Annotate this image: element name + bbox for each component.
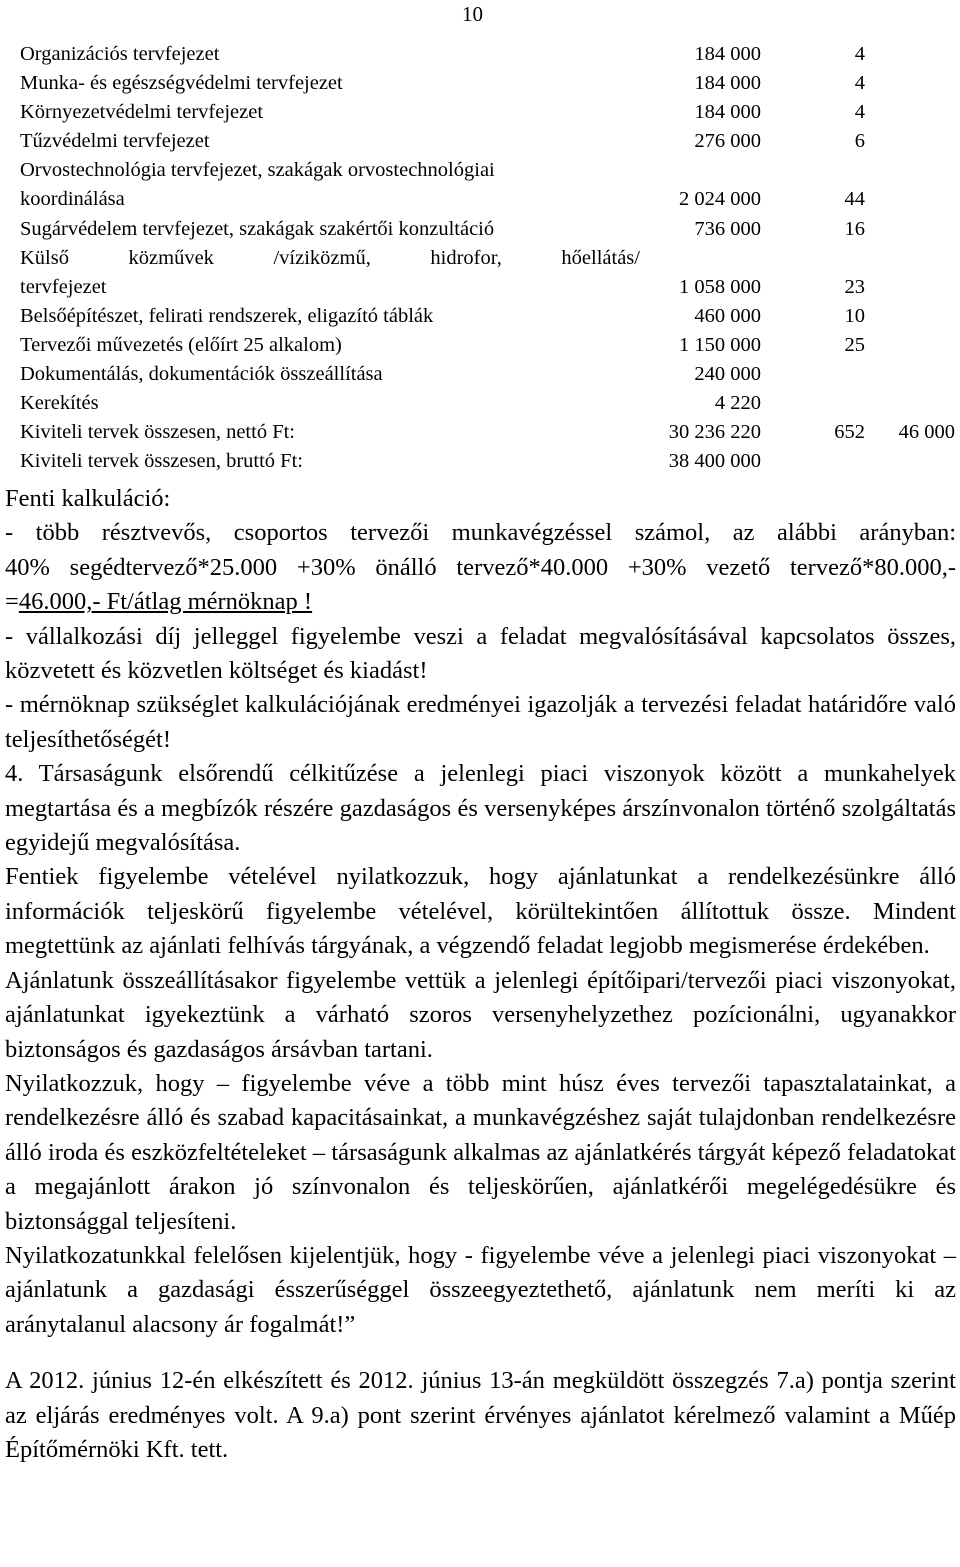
row-amount: 38 400 000	[668, 450, 761, 473]
row-description: Kiviteli tervek összesen, bruttó Ft:	[20, 450, 303, 473]
row-description: Munka- és egészségvédelmi tervfejezet	[20, 72, 343, 95]
row-description: Tervezői művezetés (előírt 25 alkalom)	[20, 333, 342, 356]
table-row	[20, 69, 955, 98]
row-description-word: hidrofor,	[430, 246, 502, 269]
body-paragraph: A 2012. június 12-én elkészített és 2012. június 13-án megküldött összegzés 7.a) pontja szerint az eljárás eredményes volt. A 9.a) pont szerint érvényes ajánlatot kérelmező valamint a Műép Építőmérnöki Kft. tett.	[5, 1367, 956, 1463]
formula-text: 40% segédtervező*25.000 +30% önálló tervező*40.000 +30% vezető tervező*80.000,-=	[5, 553, 956, 616]
table-row	[20, 302, 955, 331]
row-description: Sugárvédelem tervfejezet, szakágak szakértői konzultáció	[20, 217, 495, 240]
row-description: Kiviteli tervek összesen, nettó Ft:	[20, 421, 295, 444]
row-description-word: közművek	[128, 246, 214, 269]
bullet-paragraph: - vállalkozási díj jelleggel figyelembe veszi a feladat megvalósításával kapcsolatos összes, közvetett és közvetlen költséget és kiadást!	[5, 622, 956, 685]
row-amount: 184 000	[694, 101, 761, 124]
body-paragraph: Fentiek figyelembe vételével nyilatkozzuk, hogy ajánlatunkat a rendelkezésünkre álló információk teljeskörű figyelembe vételével, körültekintően állítottuk össze. Mindent megtettünk az ajánlati felhívás tárgyának, a végzendő feladat legjobb megismerése érdekében.	[5, 863, 956, 960]
row-count: 10	[844, 304, 865, 327]
row-description: Orvostechnológia tervfejezet, szakágak orvostechnológiai	[20, 159, 495, 182]
table-row	[20, 447, 955, 476]
row-description-word: hőellátás/	[561, 246, 640, 269]
row-amount: 736 000	[694, 217, 761, 240]
table-row	[20, 360, 955, 389]
calc-intro: Fenti kalkuláció:	[5, 485, 171, 512]
table-row	[20, 331, 955, 360]
row-description-word: Külső	[20, 246, 69, 269]
table-row	[20, 185, 955, 214]
row-count: 23	[844, 275, 865, 298]
row-description-word: /víziközmű,	[273, 246, 371, 269]
body-paragraph: 4. Társaságunk elsőrendű célkitűzése a jelenlegi piaci viszonyok között a munkahelyek megtartása és a megbízók részére gazdaságos és versenyképes árszínvonalon történő szolgáltatás egyidejű megvalósítása.	[5, 760, 956, 857]
row-count: 16	[844, 217, 865, 240]
formula-result: 46.000,- Ft/átlag mérnöknap !	[18, 588, 313, 616]
row-count: 4	[854, 101, 865, 124]
row-description: Tűzvédelmi tervfejezet	[20, 130, 210, 153]
table-row	[20, 389, 955, 418]
row-count: 6	[854, 130, 865, 153]
row-description	[20, 244, 640, 273]
row-description: Dokumentálás, dokumentációk összeállítása	[20, 363, 383, 386]
row-count: 4	[854, 72, 865, 95]
row-amount: 460 000	[694, 304, 761, 327]
row-extra: 46 000	[898, 421, 955, 444]
row-description: Organizációs tervfejezet	[20, 43, 220, 65]
table-row	[20, 215, 955, 244]
table-row	[20, 418, 955, 447]
cost-table	[20, 40, 955, 476]
table-row	[20, 98, 955, 127]
row-amount: 4 220	[714, 392, 761, 415]
row-count: 4	[854, 43, 865, 65]
row-count: 44	[844, 188, 865, 211]
row-amount: 240 000	[694, 363, 761, 386]
body-paragraph: Nyilatkozatunkkal felelősen kijelentjük, hogy - figyelembe véve a jelenlegi piaci viszonyokat – ajánlatunk a gazdasági ésszerűséggel összeegyeztethető, ajánlatunk nem meríti ki az aránytalanul alacsony ár fogalmát!”	[5, 1241, 956, 1338]
row-description: tervfejezet	[20, 275, 107, 298]
row-amount: 1 150 000	[679, 333, 761, 356]
row-amount: 184 000	[694, 43, 761, 65]
bullet-paragraph: - mérnöknap szükséglet kalkulációjának eredményei igazolják a tervezési feladat határidőre való teljesíthetőségét!	[5, 691, 956, 753]
row-description: Kerekítés	[20, 392, 99, 415]
row-amount: 1 058 000	[679, 275, 761, 298]
row-description: Belsőépítészet, felirati rendszerek, eligazító táblák	[20, 304, 434, 327]
row-count: 25	[844, 333, 865, 356]
table-row	[20, 244, 955, 273]
table-row	[20, 273, 955, 302]
table-row	[20, 40, 955, 69]
body-paragraph: Nyilatkozzuk, hogy – figyelembe véve a több mint húsz éves tervezői tapasztalatainkat, a rendelkezésre álló és szabad kapacitásainkat, a munkavégzéshez saját tulajdonban rendelkezésre álló iroda és eszközfeltételeket – társaságunk alkalmas az ajánlatkérés tárgyát képező feladatokat a megajánlott árakon jó színvonalon és teljeskörűen, ajánlatkérői megelégedésükre és biztonsággal teljesíteni.	[5, 1069, 956, 1235]
spacer	[5, 1342, 956, 1364]
row-description: Környezetvédelmi tervfejezet	[20, 101, 264, 124]
bullet-paragraph: - több résztvevős, csoportos tervezői munkavégzéssel számol, az alábbi arányban:	[5, 519, 956, 547]
body-text	[5, 482, 956, 1467]
row-amount: 184 000	[694, 72, 761, 95]
table-row	[20, 127, 955, 156]
row-amount: 2 024 000	[679, 188, 761, 211]
body-paragraph: Ajánlatunk összeállításakor figyelembe vettük a jelenlegi építőipari/tervezői piaci viszonyokat, ajánlatunkat igyekeztünk a várható szoros versenyhelyzethez pozícionálni, ugyanakkor biztonságos és gazdaságos ársávban tartani.	[5, 966, 956, 1063]
table-row	[20, 156, 955, 185]
row-amount: 276 000	[694, 130, 761, 153]
row-amount: 30 236 220	[668, 421, 761, 444]
row-description: koordinálása	[20, 188, 125, 211]
row-count: 652	[834, 421, 865, 444]
page-number: 10	[462, 2, 483, 26]
formula-paragraph	[5, 551, 956, 620]
